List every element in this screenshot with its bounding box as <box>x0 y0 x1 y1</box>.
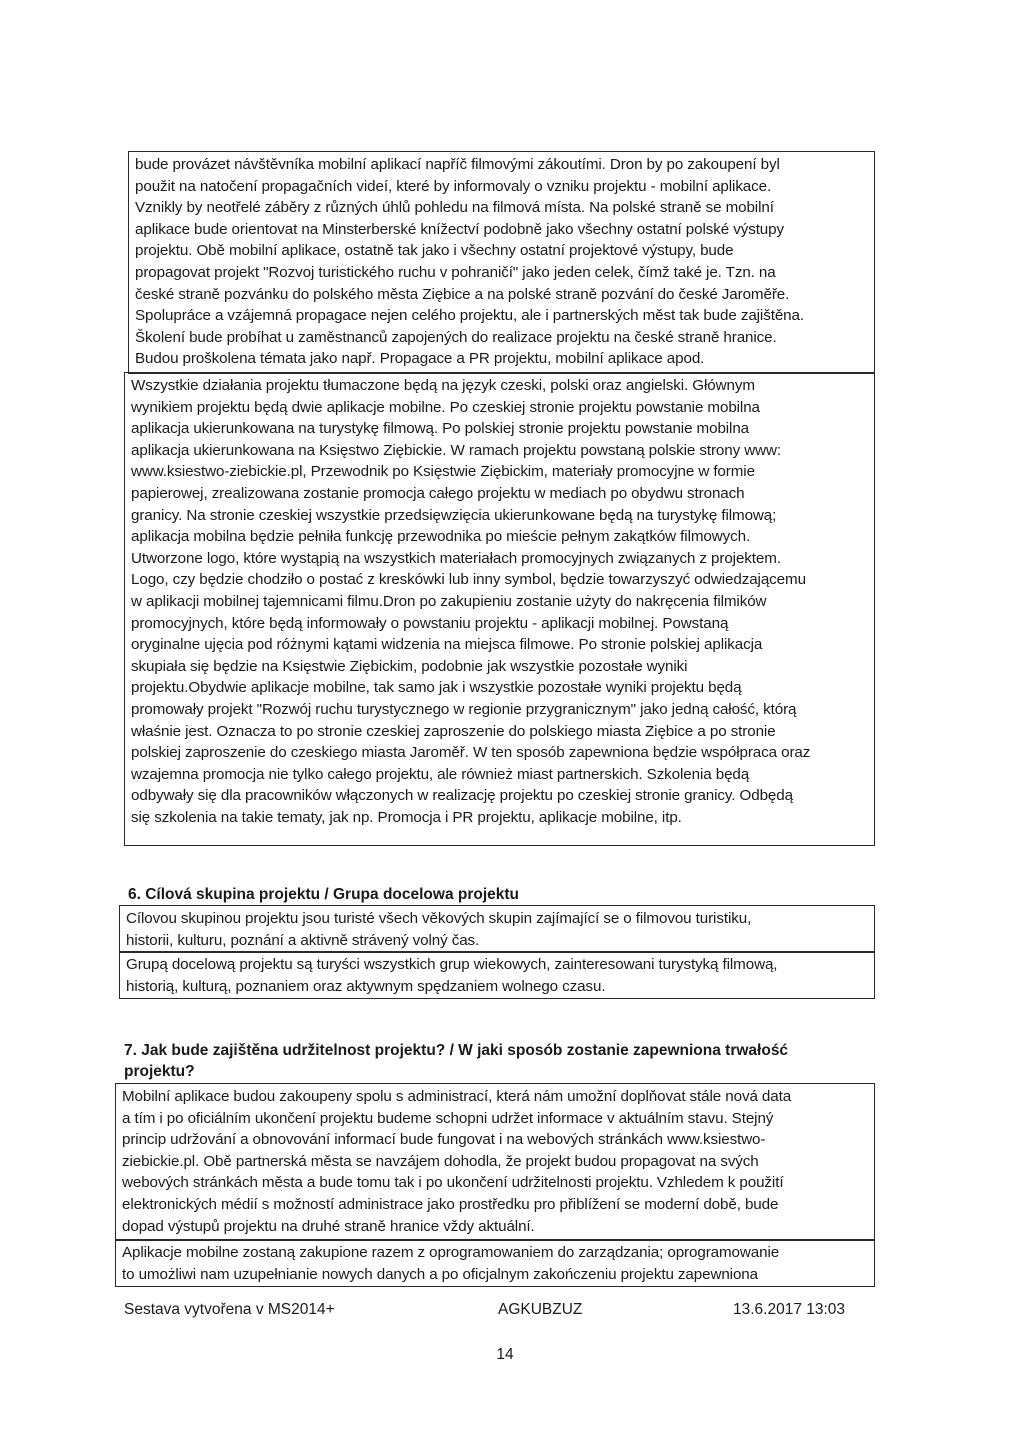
section6-polish-text: Grupą docelową projektu są turyści wszystkich grup wiekowych, zainteresowani turystyką filmową, historią, kulturą, poznaniem oraz aktywnym spędzaniem wolnego czasu. <box>126 956 778 995</box>
section7-polish-text: Aplikacje mobilne zostaną zakupione razem z oprogramowaniem do zarządzania; oprogramowanie to umożliwi nam uzupełnianie nowych danych a po oficjalnym zakończeniu projektu zapewniona <box>122 1244 780 1283</box>
footer-left: Sestava vytvořena v MS2014+ <box>124 1301 335 1318</box>
page-number: 14 <box>496 1346 514 1363</box>
section6-heading: 6. Cílová skupina projektu / Grupa docelowa projektu <box>128 886 520 903</box>
section5-polish-box <box>124 372 875 846</box>
section7-czech-box <box>115 1083 875 1241</box>
footer-center: AGKUBZUZ <box>498 1301 583 1318</box>
section5-polish-text: Wszystkie działania projektu tłumaczone będą na język czeski, polski oraz angielski. Głównym wynikiem projektu będą dwie aplikacje mobilne. Po czeskiej stronie projektu powstanie mobilna aplikacja ukierunkowana na turystykę filmową. Po polskiej stronie projektu powstanie mobilna aplikacja ukierunkowana na Księstwo Ziębickie. W ramach projektu powstaną polskie strony www: www.ksiestwo-ziebickie.pl, Przewodnik po Księstwie Ziębickim, materiały promocyjne w formie papierowej, zrealizowana zostanie promocja całego projektu w mediach po obydwu stronach granicy. Na stronie czeskiej wszystkie przedsięwzięcia ukierunkowane będą na turystykę filmową; aplikacja mobilna będzie pełniła funkcję przewodnika po mieście pełnym zakątków filmowych. Utworzone logo, które wystąpią na wszystkich materiałach promocyjnych związanych z projektem. Logo, czy będzie chodziło o postać z kreskówki lub inny symbol, będzie towarzyszyć odwiedzającemu w aplikacji mobilnej tajemnicami filmu.Dron po zakupieniu zostanie użyty do nakręcenia filmików promocyjnych, które będą informowały o powstaniu projektu - aplikacji mobilnej. Powstaną oryginalne ujęcia pod różnymi kątami widzenia na miejsca filmowe. Po stronie polskiej aplikacja skupiała się będzie na Księstwie Ziębickim, podobnie jak wszystkie pozostałe wyniki projektu.Obydwie aplikacje mobilne, tak samo jak i wszystkie pozostałe wyniki projektu będą promowały projekt "Rozwój ruchu turystycznego w regionie przygranicznym" jako jedną całość, którą właśnie jest. Oznacza to po stronie czeskiej zaproszenie do polskiego miasta Ziębice a po stronie polskiej zaproszenie do czeskiego miasta Jaroměř. W ten sposób zapewniona będzie współpraca oraz wzajemna promocja nie tylko całego projektu, ale również miast partnerskich. Szkolenia będą odbywały się dla pracowników włączonych w realizację projektu po czeskiej stronie granicy. Odbędą się szkolenia na takie tematy, jak np. Promocja i PR projektu, aplikacje mobilne, itp. <box>131 377 811 826</box>
section7-heading: 7. Jak bude zajištěna udržitelnost projektu? / W jaki sposób zostanie zapewniona trwałość projektu? <box>124 1042 789 1080</box>
footer-right: 13.6.2017 13:03 <box>733 1301 846 1318</box>
section7-polish-box <box>115 1239 875 1287</box>
section6-czech-text: Cílovou skupinou projektu jsou turisté všech věkových skupin zajímající se o filmovou turistiku, historii, kulturu, poznání a aktivně strávený volný čas. <box>126 910 752 949</box>
section7-czech-text: Mobilní aplikace budou zakoupeny spolu s administrací, která nám umožní doplňovat stále nová data a tím i po oficiálním ukončení projektu budeme schopni udržet informace v aktuálním stavu. Stejný princip udržování a obnovování informací bude fungovat i na webových stránkách www.ksiestwo- ziebickie.pl. Obě partnerská města se navzájem dohodla, že projekt budou propagovat na svých webových stránkách města a bude tomu tak i po ukončení udržitelnosti projektu. Vzhledem k použití elektronických médií s možností administrace jako prostředku pro přiblížení se moderní době, bude dopad výstupů projektu na druhé straně hranice vždy aktuální. <box>122 1088 792 1235</box>
section5-czech-box <box>128 151 875 374</box>
section6-polish-box <box>119 951 875 999</box>
section5-czech-text: bude provázet návštěvníka mobilní aplikací napříč filmovými zákoutími. Dron by po zakoupení byl použit na natočení propagačních videí, které by informovaly o vzniku projektu - mobilní aplikace. Vznikly by neotřelé záběry z různých úhlů pohledu na filmová místa. Na polské straně se mobilní aplikace bude orientovat na Minsterberské knížectví podobně jako všechny ostatní polské výstupy projektu. Obě mobilní aplikace, ostatně tak jako i všechny ostatní projektové výstupy, bude propagovat projekt "Rozvoj turistického ruchu v pohraničí" jako jeden celek, čímž také je. Tzn. na české straně pozvánku do polského města Ziębice a na polské straně pozvání do české Jaroměře. Spolupráce a vzájemná propagace nejen celého projektu, ale i partnerských měst tak bude zajištěna. Školení bude probíhat u zaměstnanců zapojených do realizace projektu na české straně hranice. Budou proškolena témata jako např. Propagace a PR projektu, mobilní aplikace apod. <box>135 156 804 368</box>
section6-czech-box <box>119 905 875 953</box>
